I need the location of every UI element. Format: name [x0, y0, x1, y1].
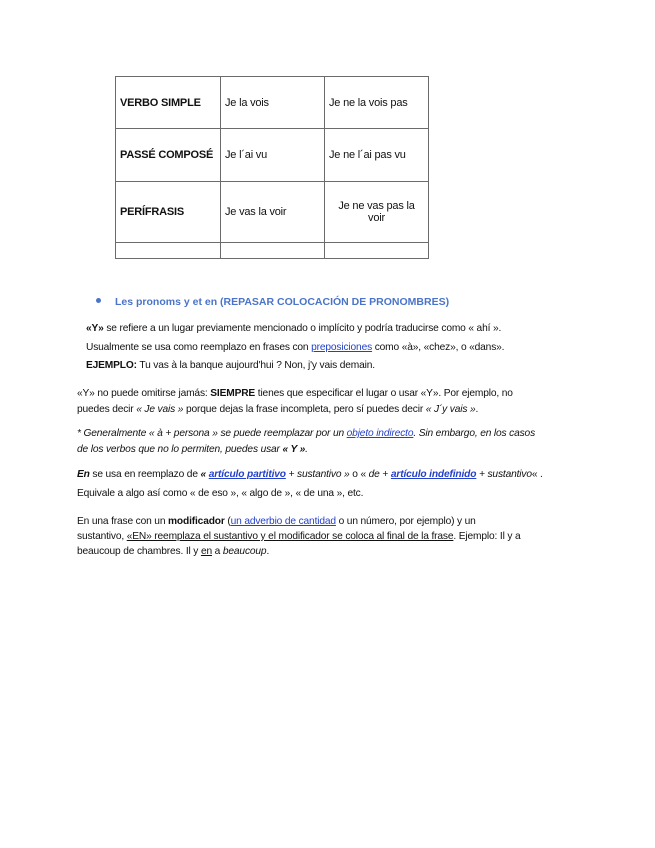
bullet-text: Les pronoms y et en (REPASAR COLOCACIÓN DE PRONOMBRES): [115, 296, 450, 308]
table-cell: Je l´ai vu: [221, 129, 325, 182]
table-cell: Je vas la voir: [221, 182, 325, 243]
table-cell: Je la vois: [221, 77, 325, 129]
text: porque dejas la frase incompleta, pero sí puedes decir: [183, 404, 426, 415]
text-italic: + sustantivo: [476, 469, 532, 480]
text-bold: EJEMPLO:: [86, 360, 137, 371]
text: +: [379, 469, 391, 480]
text-italic: beaucoup: [222, 546, 267, 557]
conjugation-table: [115, 76, 429, 259]
table-cell: [221, 243, 325, 259]
paragraph-line: [77, 544, 269, 559]
text-italic: . Sin embargo, en los casos: [413, 428, 536, 439]
text: puedes decir: [77, 404, 137, 415]
paragraph-line: [77, 402, 478, 417]
text-italic: .: [305, 444, 308, 455]
bullet-heading: [96, 296, 449, 308]
table-cell: Je ne la vois pas: [325, 77, 429, 129]
text: (: [224, 516, 231, 527]
paragraph-line: [77, 442, 308, 457]
table-cell: VERBO SIMPLE: [116, 77, 221, 129]
paragraph-line: [86, 321, 501, 336]
text-italic: « Je vais »: [136, 404, 184, 415]
text-bold: modificador: [168, 516, 225, 527]
table-cell: Je ne vas pas la voir: [325, 182, 429, 243]
link-preposiciones[interactable]: preposiciones: [311, 342, 373, 353]
paragraph-line: [77, 386, 513, 401]
text-italic: + sustantivo »: [285, 469, 350, 480]
paragraph-line: [77, 467, 543, 482]
text: sustantivo,: [77, 531, 127, 542]
text: a: [211, 546, 223, 557]
text: o un número, por ejemplo) y un: [335, 516, 476, 527]
table-cell: [116, 243, 221, 259]
text: «Y» no puede omitirse jamás:: [77, 388, 211, 399]
link-articulo-indefinido[interactable]: artículo indefinido: [390, 469, 477, 480]
text: « .: [531, 469, 543, 480]
text-italic: « J´y vais »: [425, 404, 476, 415]
link-articulo-partitivo[interactable]: artículo partitivo: [208, 469, 286, 480]
text: o «: [349, 469, 369, 480]
text: Equivale a algo así como « de eso », « algo de », « de una », etc.: [77, 488, 364, 499]
text-bold: SIEMPRE: [210, 388, 256, 399]
paragraph-line: [77, 529, 521, 544]
table-cell: [325, 243, 429, 259]
paragraph-line: [77, 514, 476, 529]
text: .: [475, 404, 479, 415]
text-bold: « Y »: [282, 444, 306, 455]
text: Usualmente se usa como reemplazo en frases con: [86, 342, 312, 353]
text-italic: «: [200, 469, 209, 480]
text: . Ejemplo: Il y a: [453, 531, 521, 542]
text: se refiere a un lugar previamente mencionado o implícito y podría traducirse como « ahí ».: [103, 323, 502, 334]
paragraph-line: [86, 340, 504, 355]
text-underlined: «EN» reemplaza el sustantivo y el modificador se coloca al final de la frase: [126, 531, 454, 542]
text: se usa en reemplazo de: [89, 469, 201, 480]
table-cell: PASSÉ COMPOSÉ: [116, 129, 221, 182]
text-italic: de: [368, 469, 380, 480]
text-bold: En: [77, 469, 90, 480]
text: Tu vas à la banque aujourd'hui ? Non, j'y vais demain.: [136, 360, 375, 371]
text-italic: * Generalmente « à + persona » se puede reemplazar por un: [77, 428, 347, 439]
text: tienes que especificar el lugar o usar «Y». Por ejemplo, no: [255, 388, 513, 399]
bullet-icon: [96, 298, 101, 303]
paragraph-line: [77, 426, 535, 441]
text: .: [266, 546, 270, 557]
paragraph-line: [86, 358, 375, 373]
table-row: [116, 129, 429, 182]
text-bold: «Y»: [86, 323, 104, 334]
table-row: [116, 77, 429, 129]
text-underlined: en: [200, 546, 212, 557]
text: En una frase con un: [77, 516, 169, 527]
paragraph-line: [77, 486, 363, 501]
table-cell: Je ne l´ai pas vu: [325, 129, 429, 182]
text: como «à», «chez», o «dans».: [372, 342, 505, 353]
text: beaucoup de chambres. Il y: [77, 546, 201, 557]
text-italic: de los verbos que no lo permiten, puedes usar: [77, 444, 283, 455]
link-objeto-indirecto[interactable]: objeto indirecto: [346, 428, 414, 439]
table-cell: PERÍFRASIS: [116, 182, 221, 243]
table-row: [116, 182, 429, 243]
table-row: [116, 243, 429, 259]
link-adverbio-de-cantidad[interactable]: un adverbio de cantidad: [230, 516, 336, 527]
